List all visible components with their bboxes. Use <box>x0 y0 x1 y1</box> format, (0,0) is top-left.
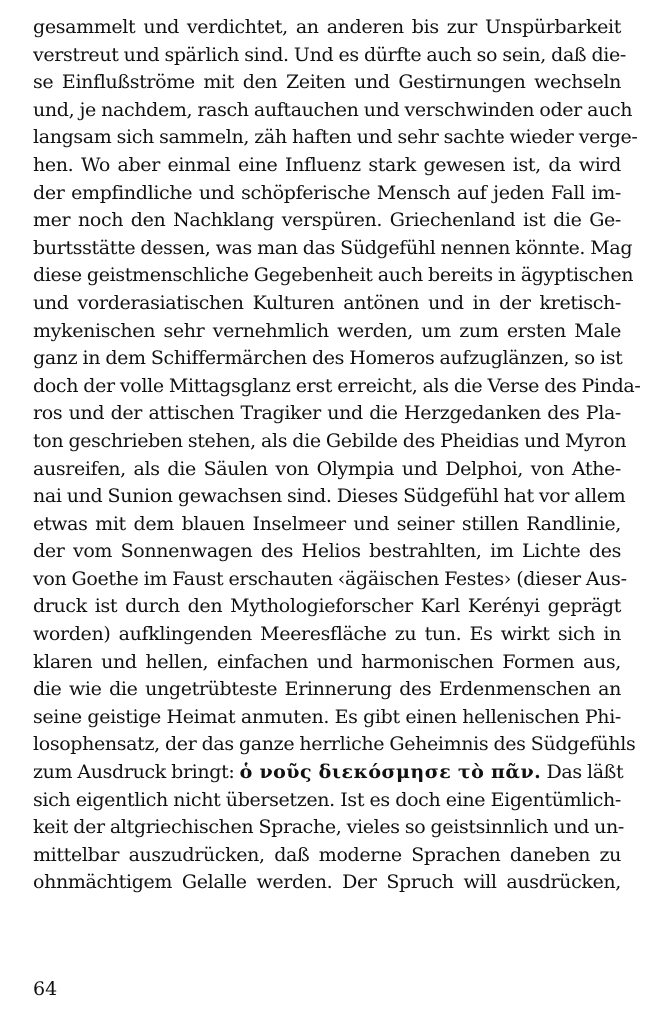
text-line: burtsstätte dessen, was man das Südgefühl nennen könnte. Mag <box>33 236 633 259</box>
text-line: doch der volle Mittagsglanz erst erreicht, als die Verse des Pinda- <box>33 374 641 397</box>
text-before-greek: zum Ausdruck bringt: <box>33 761 235 784</box>
text-line: klaren und hellen, einfachen und harmonischen Formen aus, <box>33 650 621 673</box>
page-body <box>33 14 641 897</box>
text-line: ohnmächtigem Gelalle werden. Der Spruch will ausdrücken, <box>33 871 621 894</box>
text-line: ton geschrieben stehen, als die Gebilde des Pheidias und Myron <box>33 429 627 452</box>
text-line: mittelbar auszudrücken, daß moderne Sprachen daneben zu <box>33 843 621 866</box>
text-line: hen. Wo aber einmal eine Influenz stark gewesen ist, da wird <box>33 153 621 176</box>
text-line: mer noch den Nachklang verspüren. Griechenland ist die Ge- <box>33 209 621 232</box>
text-line: die wie die ungetrübteste Erinnerung des Erdenmenschen an <box>33 678 621 701</box>
text-line-greek <box>33 759 624 787</box>
text-line: losophensatz, der das ganze herrliche Geheimnis des Südgefühls <box>33 733 636 756</box>
text-line: nai und Sunion gewachsen sind. Dieses Südgefühl hat vor allem <box>33 485 626 508</box>
text-line: der empfindliche und schöpferische Mensch auf jeden Fall im- <box>33 181 621 204</box>
text-line: der vom Sonnenwagen des Helios bestrahlten, im Lichte des <box>33 540 621 563</box>
text-line: ausreifen, als die Säulen von Olympia und Delphoi, von Athe- <box>33 457 621 480</box>
greek-phrase: ὁ νοῦς διεκόσμησε τὸ πᾶν. <box>239 761 542 784</box>
text-line: diese geistmenschliche Gegebenheit auch bereits in ägyptischen <box>33 264 634 287</box>
text-line: sich eigentlich nicht übersetzen. Ist es doch eine Eigentümlich- <box>33 788 621 811</box>
text-after-greek: Das läßt <box>546 761 624 784</box>
text-line: etwas mit dem blauen Inselmeer und seiner stillen Randlinie, <box>33 512 621 535</box>
text-line: seine geistige Heimat anmuten. Es gibt einen hellenischen Phi- <box>33 705 621 728</box>
text-line: verstreut und spärlich sind. Und es dürfte auch so sein, daß die- <box>33 43 626 66</box>
text-line: druck ist durch den Mythologieforscher Karl Kerényi geprägt <box>33 595 621 618</box>
text-line: keit der altgriechischen Sprache, vieles so geistsinnlich und un- <box>33 816 624 839</box>
text-line: ganz in dem Schiffermärchen des Homeros aufzuglänzen, so ist <box>33 347 623 370</box>
text-line: mykenischen sehr vernehmlich werden, um zum ersten Male <box>33 319 621 342</box>
text-line: gesammelt und verdichtet, an anderen bis zur Unspürbarkeit <box>33 16 621 38</box>
page-number: 64 <box>33 978 58 1000</box>
text-line: ros und der attischen Tragiker und die Herzgedanken des Pla- <box>33 402 621 425</box>
text-line: von Goethe im Faust erschauten ‹ägäischen Festes› (dieser Aus- <box>33 567 627 590</box>
text-line: langsam sich sammeln, zäh haften und sehr sachte wieder verge- <box>33 126 638 149</box>
text-line: und vorderasiatischen Kulturen antönen und in der kretisch- <box>33 291 621 314</box>
text-line: und, je nachdem, rasch auftauchen und verschwinden oder auch <box>33 98 633 121</box>
paragraph-text-continued <box>33 787 624 897</box>
paragraph-text <box>33 14 641 759</box>
text-line: se Einflußströme mit den Zeiten und Gestirnungen wechseln <box>33 71 621 94</box>
text-line: worden) aufklingenden Meeresfläche zu tun. Es wirkt sich in <box>33 623 621 646</box>
